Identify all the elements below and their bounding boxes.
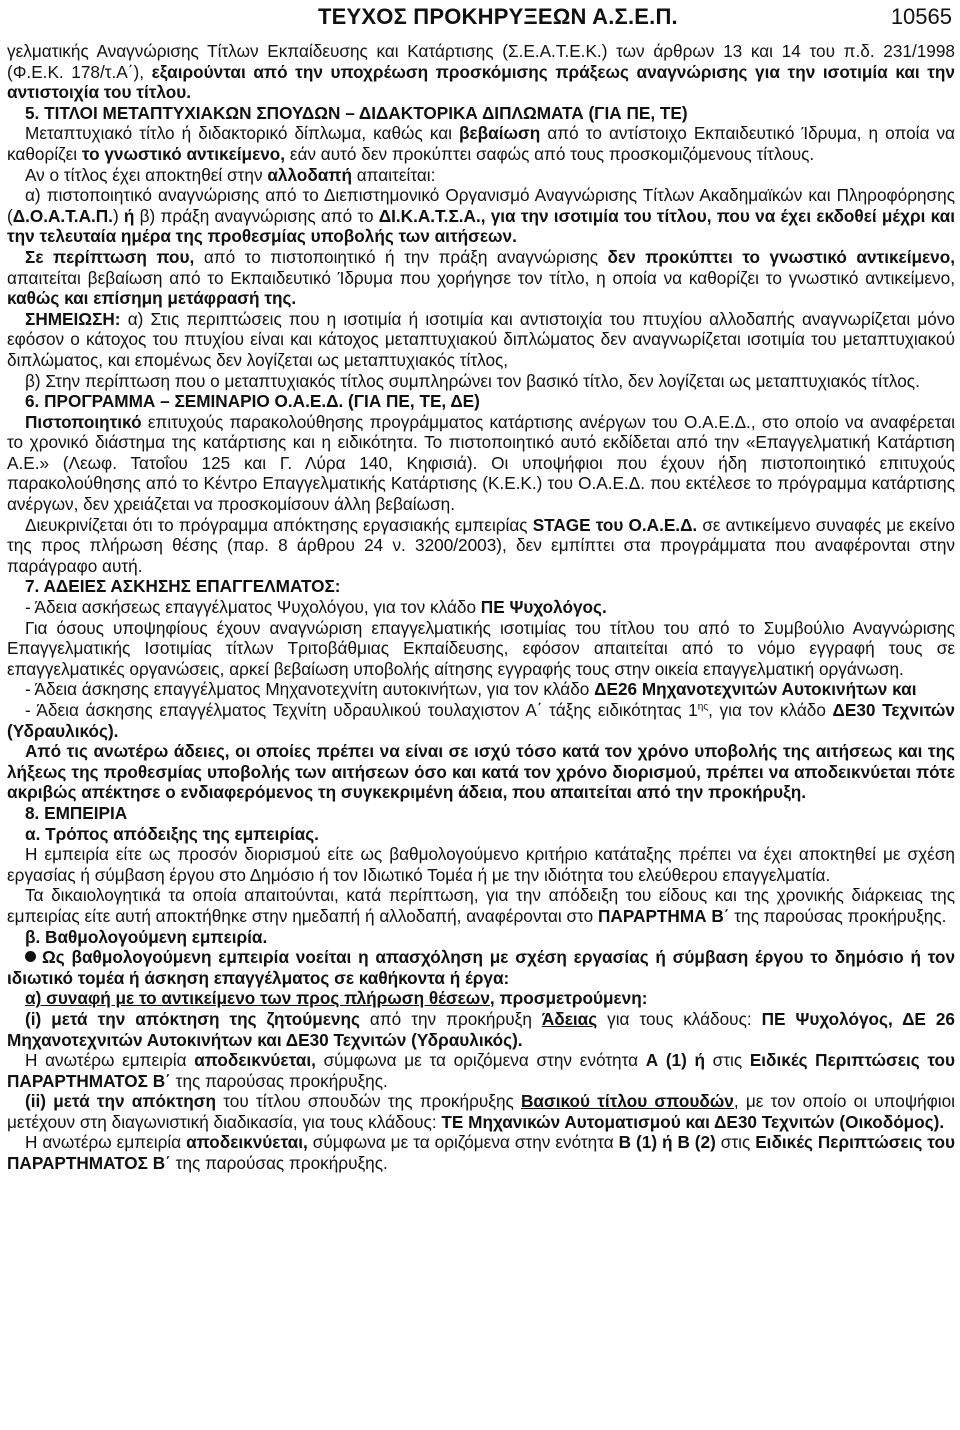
bold-text: Δ.Ο.Α.Τ.Α.Π. <box>12 205 113 226</box>
bold-text: ΔΕ30 Τεχνιτών (Υδραυλικός). <box>7 700 955 741</box>
text-run: από την προκήρυξη <box>359 1008 542 1029</box>
bold-text: STAGE του Ο.Α.Ε.Δ. <box>532 514 698 535</box>
section-5-paragraph <box>7 247 955 309</box>
section-7-paragraph: Από τις ανωτέρω άδειες, οι οποίες πρέπει να είναι σε ισχύ τόσο κατά τον χρόνο υποβολής της αιτήσεως και της λήξεως της προθεσμίας υποβολής των αιτήσεων όσο και κατά τον χρόνο διορισμού, πρέπει να αποδεικνύεται πότε ακριβώς απέκτησε ο ενδιαφερόμενος τη συγκεκριμένη άδεια, που απαιτείται από την προκήρυξη. <box>7 741 955 803</box>
text-run: Η ανωτέρω εμπειρία <box>25 1132 187 1153</box>
text-run: απαιτείται βεβαίωση από το Εκπαιδευτικό Ίδρυμα που χορήγησε τον τίτλο, η οποία να καθορίζει το γνωστικό αντικείμενο, <box>7 267 955 288</box>
text-run: β) πράξη αναγνώρισης από το <box>134 205 379 226</box>
section-6-paragraph <box>7 412 955 515</box>
bold-text: αποδεικνύεται, <box>194 1050 316 1071</box>
section-8-paragraph <box>7 1091 955 1132</box>
bold-text: ή <box>123 205 135 226</box>
text-run: σε αντικείμενο συναφές με εκείνο της προς πλήρωση θέσης (παρ. 8 άρθρου 24 ν. 3200/2003), δεν εμπίπτει στα προγράμματα που αναφέρονται στην παράγραφο αυτή. <box>7 514 955 576</box>
bold-text: εξαιρούνται από την υποχρέωση προσκόμισης πράξεως αναγνώρισης για την ισοτιμία και την αντιστοιχία του τίτλου. <box>7 61 955 103</box>
bold-text: ΠΑΡΑΡΤΗΜΑ Β΄ <box>598 905 730 926</box>
section-7-paragraph <box>7 597 955 618</box>
page-header <box>0 4 960 34</box>
section-5-note: β) Στην περίπτωση που ο μεταπτυχιακός τίτλος συμπληρώνει τον βασικό τίτλο, δεν λογίζεται ως μεταπτυχιακός τίτλος. <box>25 370 920 391</box>
paragraph-continuation <box>7 41 955 103</box>
bold-text: ΠΕ Ψυχολόγος. <box>480 597 607 618</box>
underlined-bold-text: Βασικού τίτλου σπουδών <box>521 1091 734 1112</box>
text-run: - Άδεια άσκησης επαγγέλματος Μηχανοτεχνίτη αυτοκινήτων, για τον κλάδο <box>25 679 595 700</box>
text-run: ) <box>112 205 124 226</box>
text-run: της παρούσας προκήρυξης. <box>170 1153 388 1174</box>
text-run: της παρούσας προκήρυξης. <box>729 905 947 926</box>
section-8-paragraph <box>7 988 955 1009</box>
bold-text: Ειδικές Περιπτώσεις του ΠΑΡΑΡΤΗΜΑΤΟΣ Β΄ <box>7 1132 956 1174</box>
text-run: του τίτλου σπουδών της προκήρυξης <box>216 1091 521 1112</box>
bold-text: το γνωστικό αντικείμενο, <box>81 143 286 164</box>
section-6-heading: 6. ΠΡΟΓΡΑΜΜΑ – ΣΕΜΙΝΑΡΙΟ Ο.Α.Ε.Δ. (ΓΙΑ ΠΕ, ΤΕ, ΔΕ) <box>25 391 480 412</box>
bold-text: αποδεικνύεται, <box>186 1132 308 1153</box>
gazette-title: ΤΕΥΧΟΣ ΠΡΟΚΗΡΥΞΕΩΝ Α.Σ.Ε.Π. <box>318 4 678 29</box>
section-7-paragraph: Για όσους υποψηφίους έχουν αναγνώριση επαγγελματικής ισοτιμίας του τίτλου του από το Συμβούλιο Αναγνώρισης Επαγγελματικής Ισοτιμίας τίτλων Τριτοβάθμιας Εκπαίδευσης, εφόσον απαιτείται από το νόμο εγγραφή τους σε επαγγελματικές οργανώσεις, αρκεί βεβαίωση υποβολής αίτησης εγγραφής τους στην οικεία επαγγελματική οργάνωση. <box>7 617 955 679</box>
section-5-paragraph <box>7 165 955 186</box>
section-7-heading: 7. ΑΔΕΙΕΣ ΑΣΚΗΣΗΣ ΕΠΑΓΓΕΛΜΑΤΟΣ: <box>25 576 341 597</box>
text-run: Διευκρινίζεται ότι το πρόγραμμα απόκτησης εργασιακής εμπειρίας <box>25 514 533 535</box>
text-run: α) Στις περιπτώσεις που η ισοτιμία ή ισοτιμία και αντιστοιχία του πτυχίου αλλοδαπής αναγνωρίζεται μόνο εφόσον ο κάτοχος του πτυχίου είναι και κάτοχος μεταπτυχιακού διπλώματος δεν αναγνωρίζεται ισοτιμία του μεταπτυχιακού διπλώματος, και επομένως δεν λογίζεται ως μεταπτυχιακός τίτλος, <box>7 308 955 370</box>
section-5-heading: 5. ΤΙΤΛΟΙ ΜΕΤΑΠΤΥΧΙΑΚΩΝ ΣΠΟΥΔΩΝ – ΔΙΔΑΚΤΟΡΙΚΑ ΔΙΠΛΩΜΑΤΑ (ΓΙΑ ΠΕ, ΤΕ) <box>25 102 688 123</box>
section-8-paragraph <box>7 1009 955 1050</box>
text-run: , για τον κλάδο <box>708 700 833 720</box>
section-8-paragraph <box>7 947 955 988</box>
text-run: στις <box>715 1132 756 1153</box>
bold-text: αλλοδαπή <box>267 164 352 185</box>
bold-text: Ειδικές Περιπτώσεις του ΠΑΡΑΡΤΗΜΑΤΟΣ Β΄ <box>7 1050 956 1091</box>
text-run: γελματικής Αναγνώρισης Τίτλων Εκπαίδευσης και Κατάρτισης (Σ.Ε.Α.Τ.Ε.Κ.) των άρθρων 13 και 14 του π.δ. 231/1998 (Φ.Ε.Κ. 178/τ.Α΄), <box>7 41 955 82</box>
bold-text: (ii) μετά την απόκτηση <box>25 1091 217 1112</box>
section-6-paragraph <box>7 515 955 577</box>
section-5-paragraph <box>7 185 955 247</box>
text-run: Μεταπτυχιακό τίτλο ή διδακτορικό δίπλωμα, καθώς και <box>25 123 460 144</box>
bullet-icon <box>25 951 36 962</box>
bold-text: Β (1) ή Β (2) <box>618 1132 716 1153</box>
section-8-paragraph: Η εμπειρία είτε ως προσόν διορισμού είτε ως βαθμολογούμενο κριτήριο κατάταξης πρέπει να έχει αποκτηθεί με σχέση εργασίας ή σύμβαση έργου στο Δημόσιο ή τον Ιδιωτικό Τομέα ή με την ιδιότητα του ελεύθερου επαγγελματία. <box>7 844 955 885</box>
text-run: α) πιστοποιητικό αναγνώρισης από το Διεπιστημονικό Οργανισμό Αναγνώρισης Τίτλων Ακαδημαϊκών και Πληροφόρησης ( <box>7 185 955 226</box>
bold-text: , προσμετρούμενη: <box>489 988 648 1009</box>
bold-text: ΔΕ26 Μηχανοτεχνιτών Αυτοκινήτων και <box>594 679 917 700</box>
superscript: ης <box>697 701 709 713</box>
underlined-bold-text: Άδειας <box>541 1008 598 1029</box>
text-run: Η ανωτέρω εμπειρία <box>25 1050 195 1071</box>
page-number: 10565 <box>890 4 952 29</box>
section-8-subheading: β. Βαθμολογούμενη εμπειρία. <box>25 926 268 947</box>
section-8-subheading: α. Τρόπος απόδειξης της εμπειρίας. <box>25 823 319 844</box>
bold-text: ΠΕ Ψυχολόγος, ΔΕ 26 Μηχανοτεχνιτών Αυτοκινήτων και ΔΕ30 Τεχνιτών (Υδραυλικός). <box>7 1008 955 1050</box>
text-run: σύμφωνα με τα οριζόμενα στην ενότητα <box>315 1050 646 1071</box>
text-run: - Άδεια ασκήσεως επαγγέλματος Ψυχολόγου, για τον κλάδο <box>25 597 481 618</box>
text-run: σύμφωνα με τα οριζόμενα στην ενότητα <box>307 1132 619 1153</box>
text-run: επιτυχούς παρακολούθησης προγράμματος κατάρτισης ανέργων του Ο.Α.Ε.Δ., στο οποίο να αναφέρεται το χρονικό διάστημα της κατάρτισης και η ειδικότητα. Το πιστοποιητικό αυτό εκδίδεται από την «Επαγγελματική Κατάρτιση Α.Ε.» (Λεωφ. Τατοΐου 125 και Γ. Λύρα 140, Κηφισιά). Οι υποψήφιοι που έχουν ήδη πιστοποιητικό επιτυχούς παρακολούθησης από το Κέντρο Επαγγελματικής Κατάρτισης (Κ.Ε.Κ.) του Ο.Α.Ε.Δ. που εκτέλεσε το πρόγραμμα κατάρτισης ανέργων, δεν χρειάζεται να προσκομίσουν άλλη βεβαίωση. <box>7 411 955 515</box>
bold-text: καθώς και επίσημη μετάφρασή της. <box>7 288 297 309</box>
document-body <box>7 41 955 1174</box>
text-run: από το αντίστοιχο Εκπαιδευτικό Ίδρυμα, η οποία να καθορίζει <box>7 123 955 164</box>
bold-text: Α (1) ή <box>645 1050 705 1071</box>
section-8-heading: 8. ΕΜΠΕΙΡΙΑ <box>25 802 128 823</box>
bold-text: Σε περίπτωση που, <box>25 246 195 267</box>
text-run: , με τον οποίο οι υποψήφιοι μετέχουν στη διαγωνιστική διαδικασία, για τους κλάδους: <box>7 1091 955 1132</box>
section-8-paragraph <box>7 1132 955 1173</box>
bold-text: Ως βαθμολογούμενη εμπειρία νοείται η απασχόληση με σχέση εργασίας ή σύμβαση έργου το δημόσιο ή τον ιδιωτικό τομέα ή άσκηση επαγγέλματος σε καθήκοντα ή έργα: <box>7 947 955 988</box>
section-7-paragraph <box>7 700 955 741</box>
text-run: - Άδεια άσκησης επαγγέλματος Τεχνίτη υδραυλικού τουλαχιστον Α΄ τάξης ειδικότητας 1 <box>25 700 698 720</box>
text-run: από το πιστοποιητικό ή την πράξη αναγνώρισης <box>194 246 608 267</box>
text-run: απαιτείται: <box>351 164 436 185</box>
bold-text: ΣΗΜΕΙΩΣΗ: <box>25 308 121 329</box>
section-5-note <box>7 309 955 371</box>
section-8-paragraph <box>7 885 955 926</box>
section-8-paragraph <box>7 1050 955 1091</box>
bold-text: Πιστοποιητικό <box>25 411 142 432</box>
bold-text: βεβαίωση <box>459 123 541 144</box>
bold-text: ΔΙ.Κ.Α.Τ.Σ.Α., για την ισοτιμία του τίτλου, που να έχει εκδοθεί μέχρι και την τελευταία ημέρα της προθεσμίας υποβολής των αιτήσεων. <box>7 205 956 247</box>
underlined-bold-text: α) συναφή με το αντικείμενο των προς πλήρωση θέσεων <box>25 988 490 1009</box>
section-7-paragraph <box>7 679 955 700</box>
text-run: Αν ο τίτλος έχει αποκτηθεί στην <box>25 164 268 185</box>
bold-text: ΤΕ Μηχανικών Αυτοματισμού και ΔΕ30 Τεχνιτών (Οικοδόμος). <box>441 1111 945 1132</box>
bold-text: δεν προκύπτει το γνωστικό αντικείμενο, <box>607 246 955 267</box>
text-run: στις <box>704 1050 750 1071</box>
bold-text: (i) μετά την απόκτηση της ζητούμενης <box>25 1008 360 1029</box>
text-run: εάν αυτό δεν προκύπτει σαφώς από τους προσκομιζόμενους τίτλους. <box>285 143 815 164</box>
text-run: Τα δικαιολογητικά τα οποία απαιτούνται, κατά περίπτωση, για την απόδειξη του είδους και της χρονικής διάρκειας της εμπειρίας είτε αυτή αποκτήθηκε στην ημεδαπή ή αλλοδαπή, αναφέρονται στο <box>7 885 955 926</box>
text-run: για τους κλάδους: <box>597 1008 762 1029</box>
section-5-paragraph <box>7 123 955 164</box>
text-run: της παρούσας προκήρυξης. <box>170 1070 388 1091</box>
